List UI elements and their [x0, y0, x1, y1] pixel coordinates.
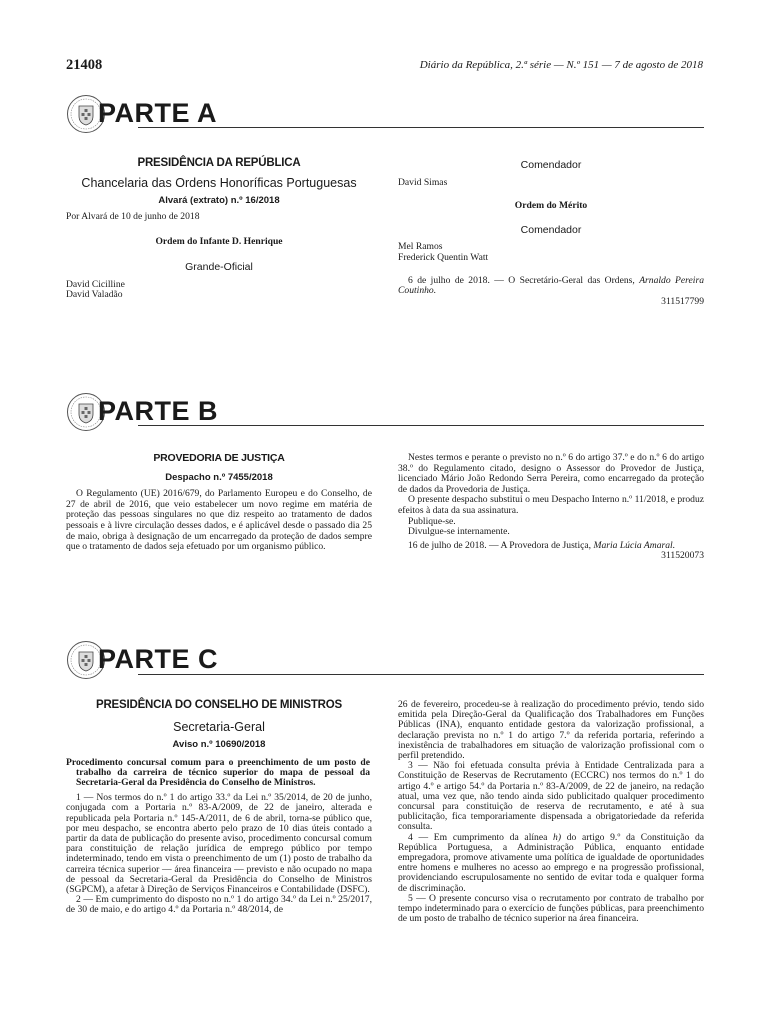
signatory-name: Arnaldo Pereira Coutinho.: [398, 274, 704, 297]
body-paragraph: Publique-se.: [408, 515, 456, 527]
alvara-intro: Por Alvará de 10 de junho de 2018: [66, 210, 200, 222]
alvara-title: Alvará (extrato) n.º 16/2018: [158, 195, 280, 207]
honoree-name: Mel Ramos: [398, 241, 443, 253]
reference-number: 311517799: [661, 295, 704, 307]
aviso-title: Aviso n.º 10690/2018: [172, 739, 266, 751]
honoree-name: David Cicilline: [66, 278, 125, 290]
grade-title: Comendador: [520, 223, 582, 236]
body-paragraph: 5 — O presente concurso visa o recrutamento por contrato de trabalho por tempo indeterminado para o exercício de funções públicas, para preenchimento de um posto de trabalho de técnico superior na área financeira.: [398, 892, 704, 925]
grade-title: Comendador: [520, 159, 582, 171]
page-number: 21408: [66, 57, 103, 73]
part-a-left-column: [66, 158, 372, 301]
grade-title: Grande-Oficial: [185, 260, 253, 273]
publication-header: Diário da República, 2.ª série — N.º 151 — 7 de agosto de 2018: [419, 59, 703, 71]
organization-subtitle: Secretaria-Geral: [173, 720, 265, 735]
body-paragraph: [398, 833, 704, 894]
body-paragraph: O Regulamento (UE) 2016/679, do Parlamento Europeu e do Conselho, de 27 de abril de 2016, que veio estabelecer um novo regime em matéria de proteção das pessoas singulares no que diz respeito ao tratamento de dados pessoais e à livre circulação desses dados, e é aplicável desde o passado dia 25 de maio, obriga à designação de um encarregado da proteção de dados sempre que o tratamento de dados seja efetuado por um organismo público.: [66, 488, 372, 553]
part-c-rule: [138, 674, 704, 675]
body-paragraph: Nestes termos e perante o previsto no n.º 6 do artigo 37.º e do n.º 6 do artigo 38.º do Regulamento citado, designo o Assessor do Provedor de Justiça, licenciado Mário João Redondo Serra Pereira, como encarregado da proteção de dados da Provedoria de Justiça.: [398, 452, 704, 495]
part-b-rule: [138, 425, 704, 426]
paragraph-text: 4 — Em cumprimento da alínea: [408, 831, 554, 843]
order-title: Ordem do Infante D. Henrique: [155, 236, 283, 248]
honoree-name: David Valadão: [66, 289, 123, 301]
body-paragraph: 2 — Em cumprimento do disposto no n.º 1 do artigo 34.º da Lei n.º 25/2017, de 30 de maio, e do artigo 4.º da Portaria n.º 48/2014, de: [66, 894, 372, 916]
order-title: Ordem do Mérito: [514, 200, 588, 212]
aviso-heading: Procedimento concursal comum para o preenchimento de um posto de trabalho da carreira de técnico superior do mapa de pessoal da Secretaria-Geral da Presidência do Conselho de Ministros.: [66, 756, 370, 789]
part-b-title: PARTE B: [98, 396, 219, 426]
signature-line: [398, 541, 704, 552]
part-a-right-column: [398, 160, 704, 307]
paragraph-italic: h): [553, 831, 562, 843]
honoree-name: Frederick Quentin Watt: [398, 251, 489, 263]
part-c-left-column: [66, 700, 372, 916]
body-paragraph: 26 de fevereiro, procedeu-se à realização do procedimento prévio, tendo sido emitida pela Direção-Geral da Qualificação dos Trabalhadores em Funções Públicas (INA), enquanto entidade gestora da valorização profissional, a declaração prevista no n.º 1 do artigo 7.º da referida portaria, referindo a inexistência de trabalhadores em situação de valorização profissional com o perfil pretendido.: [398, 699, 704, 762]
body-paragraph: 3 — Não foi efetuada consulta prévia à Entidade Centralizada para a Constituição de Reservas de Recrutamento (ECCRC) nos termos do n.º 1 do artigo 4.º e artigo 54.º da Portaria n.º 83-A/2009, de 22 de janeiro, na redação atual, uma vez que, não tendo ainda sido publicitado qualquer procedimento concursal para constituição de reserva de recrutamento, e até à sua publicitação, fica temporariamente dispensada a obrigatoriedade da referida consulta.: [398, 760, 704, 833]
part-a-rule: [138, 127, 704, 128]
honoree-name: David Simas: [398, 176, 448, 188]
reference-number: 311520073: [661, 550, 704, 562]
signatory-name: Maria Lúcia Amaral.: [593, 539, 676, 551]
organization-title: PROVEDORIA DE JUSTIÇA: [153, 452, 285, 464]
part-b-left-column: [66, 453, 372, 553]
signature-text: 6 de julho de 2018. — O Secretário-Geral das Ordens,: [408, 274, 640, 286]
signature-text: 16 de julho de 2018. — A Provedora de Justiça,: [408, 539, 594, 551]
signature-line: [398, 276, 704, 297]
part-a-title: PARTE A: [98, 98, 218, 128]
paragraph-text: do artigo 9.º da Constituição da República Portuguesa, a Administração Pública, enquanto entidade empregadora, promove ativamente uma política de igualdade de oportunidades entre homens e mulheres no acesso ao emprego e na progressão profissional, providenciando escrupulosamente no sentido de evitar toda e qualquer forma de discriminação.: [398, 831, 705, 894]
part-c-title: PARTE C: [98, 644, 219, 674]
body-paragraph: O presente despacho substitui o meu Despacho Interno n.º 11/2018, e produz efeitos à data da sua assinatura.: [398, 494, 704, 516]
organization-title: PRESIDÊNCIA DA REPÚBLICA: [137, 157, 301, 169]
organization-subtitle: Chancelaria das Ordens Honoríficas Portuguesas: [81, 175, 357, 190]
organization-title: PRESIDÊNCIA DO CONSELHO DE MINISTROS: [95, 699, 343, 711]
body-paragraph: 1 — Nos termos do n.º 1 do artigo 33.º da Lei n.º 35/2014, de 20 de junho, conjugada com a Portaria n.º 83-A/2009, de 22 de janeiro, alterada e republicada pela Portaria n.º 145-A/2011, de 6 de abril, torna-se público que, por meu despacho, se encontra aberto pelo prazo de 10 dias úteis contado a partir da data de publicação do presente aviso, procedimento concursal comum para constituição de relação jurídica de emprego público por tempo indeterminado, tendo em vista o preenchimento de um (1) posto de trabalho da carreira técnica superior — área financeira — previsto e não ocupado no mapa de pessoal da Secretaria-Geral da Presidência do Conselho de Ministros (SGPCM), a afetar à Direção de Serviços Financeiros e Contabilidade (DSFC).: [66, 792, 372, 896]
part-c-right-column: [398, 700, 704, 924]
despacho-title: Despacho n.º 7455/2018: [165, 471, 273, 483]
body-paragraph: Divulgue-se internamente.: [408, 526, 510, 538]
part-b-right-column: [398, 453, 704, 562]
